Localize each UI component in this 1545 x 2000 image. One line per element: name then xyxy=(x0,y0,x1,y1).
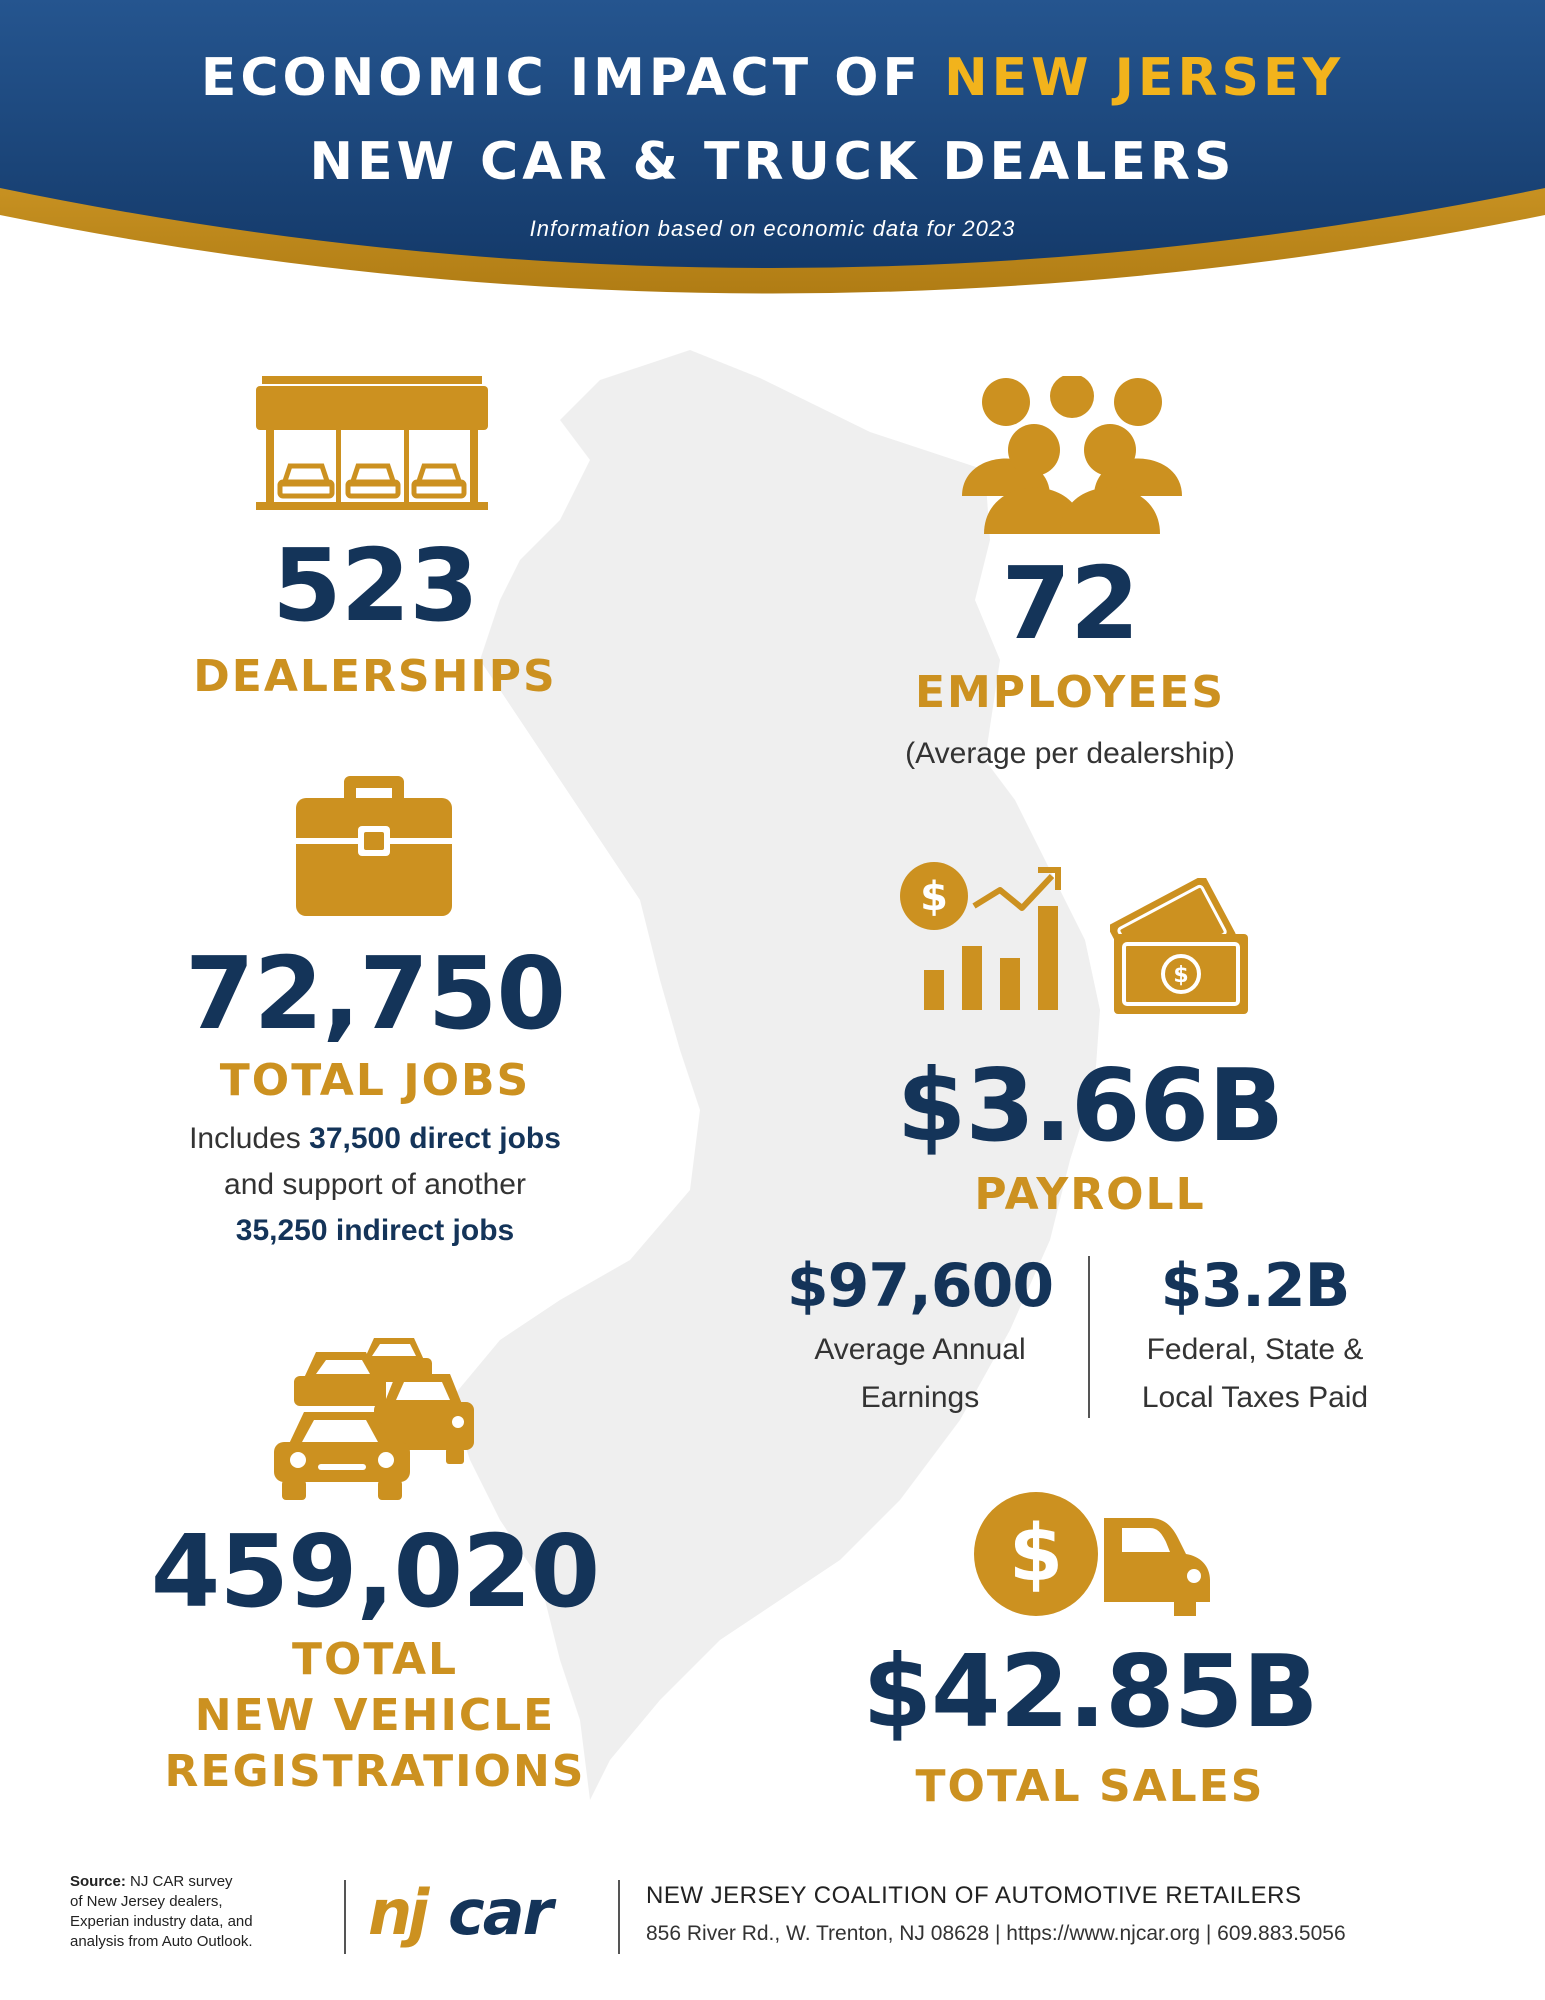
footer-source: Source: NJ CAR survey of New Jersey dealers, Experian industry data, and analysis from Auto Outlook. xyxy=(70,1873,253,1950)
employees-value: 72 xyxy=(1001,545,1139,662)
registrations-value: 459,020 xyxy=(150,1513,600,1630)
dealership-icon xyxy=(256,376,488,512)
njcar-logo-mark xyxy=(368,1880,600,1950)
jobs-note: Includes 37,500 direct jobs and support of another 35,250 indirect jobs xyxy=(189,1122,561,1247)
svg-text:car: car xyxy=(448,1880,552,1949)
taxes-label: Federal, State & Local Taxes Paid xyxy=(1141,1333,1369,1414)
briefcase-icon xyxy=(296,776,452,916)
employees-stat xyxy=(830,545,1310,774)
payroll-stat xyxy=(830,1047,1350,1222)
org-name: NEW JERSEY COALITION OF AUTOMOTIVE RETAILERS xyxy=(646,1882,1302,1909)
jobs-value: 72,750 xyxy=(185,935,565,1052)
registrations-stat xyxy=(110,1513,640,1800)
cash-bills-icon xyxy=(1110,878,1252,1022)
taxes-value: $3.2B xyxy=(1160,1251,1350,1321)
payroll-label: PAYROLL xyxy=(974,1169,1206,1220)
jobs-label: TOTAL JOBS xyxy=(219,1055,531,1106)
payroll-divider xyxy=(1088,1256,1090,1418)
dollar-growth-chart-icon xyxy=(900,862,1062,1010)
earnings-label: Average Annual Earnings xyxy=(814,1333,1026,1414)
employees-label: EMPLOYEES xyxy=(914,667,1226,718)
sales-label: TOTAL SALES xyxy=(915,1761,1265,1812)
people-group-icon xyxy=(962,376,1182,534)
dealerships-stat xyxy=(150,527,600,704)
footer-divider-right xyxy=(618,1880,620,1954)
source-label: Source: xyxy=(70,1873,126,1890)
payroll-value: $3.66B xyxy=(896,1047,1284,1164)
dealerships-label: DEALERSHIPS xyxy=(193,651,557,702)
footer-divider-left xyxy=(344,1880,346,1954)
earnings-value: $97,600 xyxy=(786,1251,1054,1321)
svg-text:$: $ xyxy=(1173,963,1189,988)
taxes-stat xyxy=(1100,1250,1410,1422)
dollar-car-icon xyxy=(974,1492,1214,1620)
registrations-label: TOTAL NEW VEHICLE REGISTRATIONS xyxy=(164,1634,586,1797)
njcar-logo xyxy=(368,1880,600,1954)
sales-stat xyxy=(830,1633,1350,1814)
earnings-stat xyxy=(770,1250,1070,1422)
org-contact: 856 River Rd., W. Trenton, NJ 08628 | https://www.njcar.org | 609.883.5056 xyxy=(646,1922,1346,1945)
svg-text:$: $ xyxy=(920,874,948,920)
indirect-jobs-value: 35,250 indirect jobs xyxy=(235,1214,515,1247)
page-title-line1: ECONOMIC IMPACT OF NEW JERSEY xyxy=(200,48,1345,108)
sales-value: $42.85B xyxy=(862,1633,1318,1750)
title-accent: NEW JERSEY xyxy=(944,48,1345,108)
page-title-line2: NEW CAR & TRUCK DEALERS xyxy=(309,132,1236,192)
page-subtitle: Information based on economic data for 2023 xyxy=(529,216,1016,241)
svg-text:nj: nj xyxy=(368,1880,426,1949)
dealerships-value: 523 xyxy=(272,527,478,644)
employees-note: (Average per dealership) xyxy=(905,737,1235,770)
jobs-stat xyxy=(110,935,640,1254)
cars-traffic-icon xyxy=(270,1330,476,1500)
svg-text:$: $ xyxy=(1008,1509,1064,1599)
direct-jobs-value: 37,500 direct jobs xyxy=(309,1122,561,1155)
